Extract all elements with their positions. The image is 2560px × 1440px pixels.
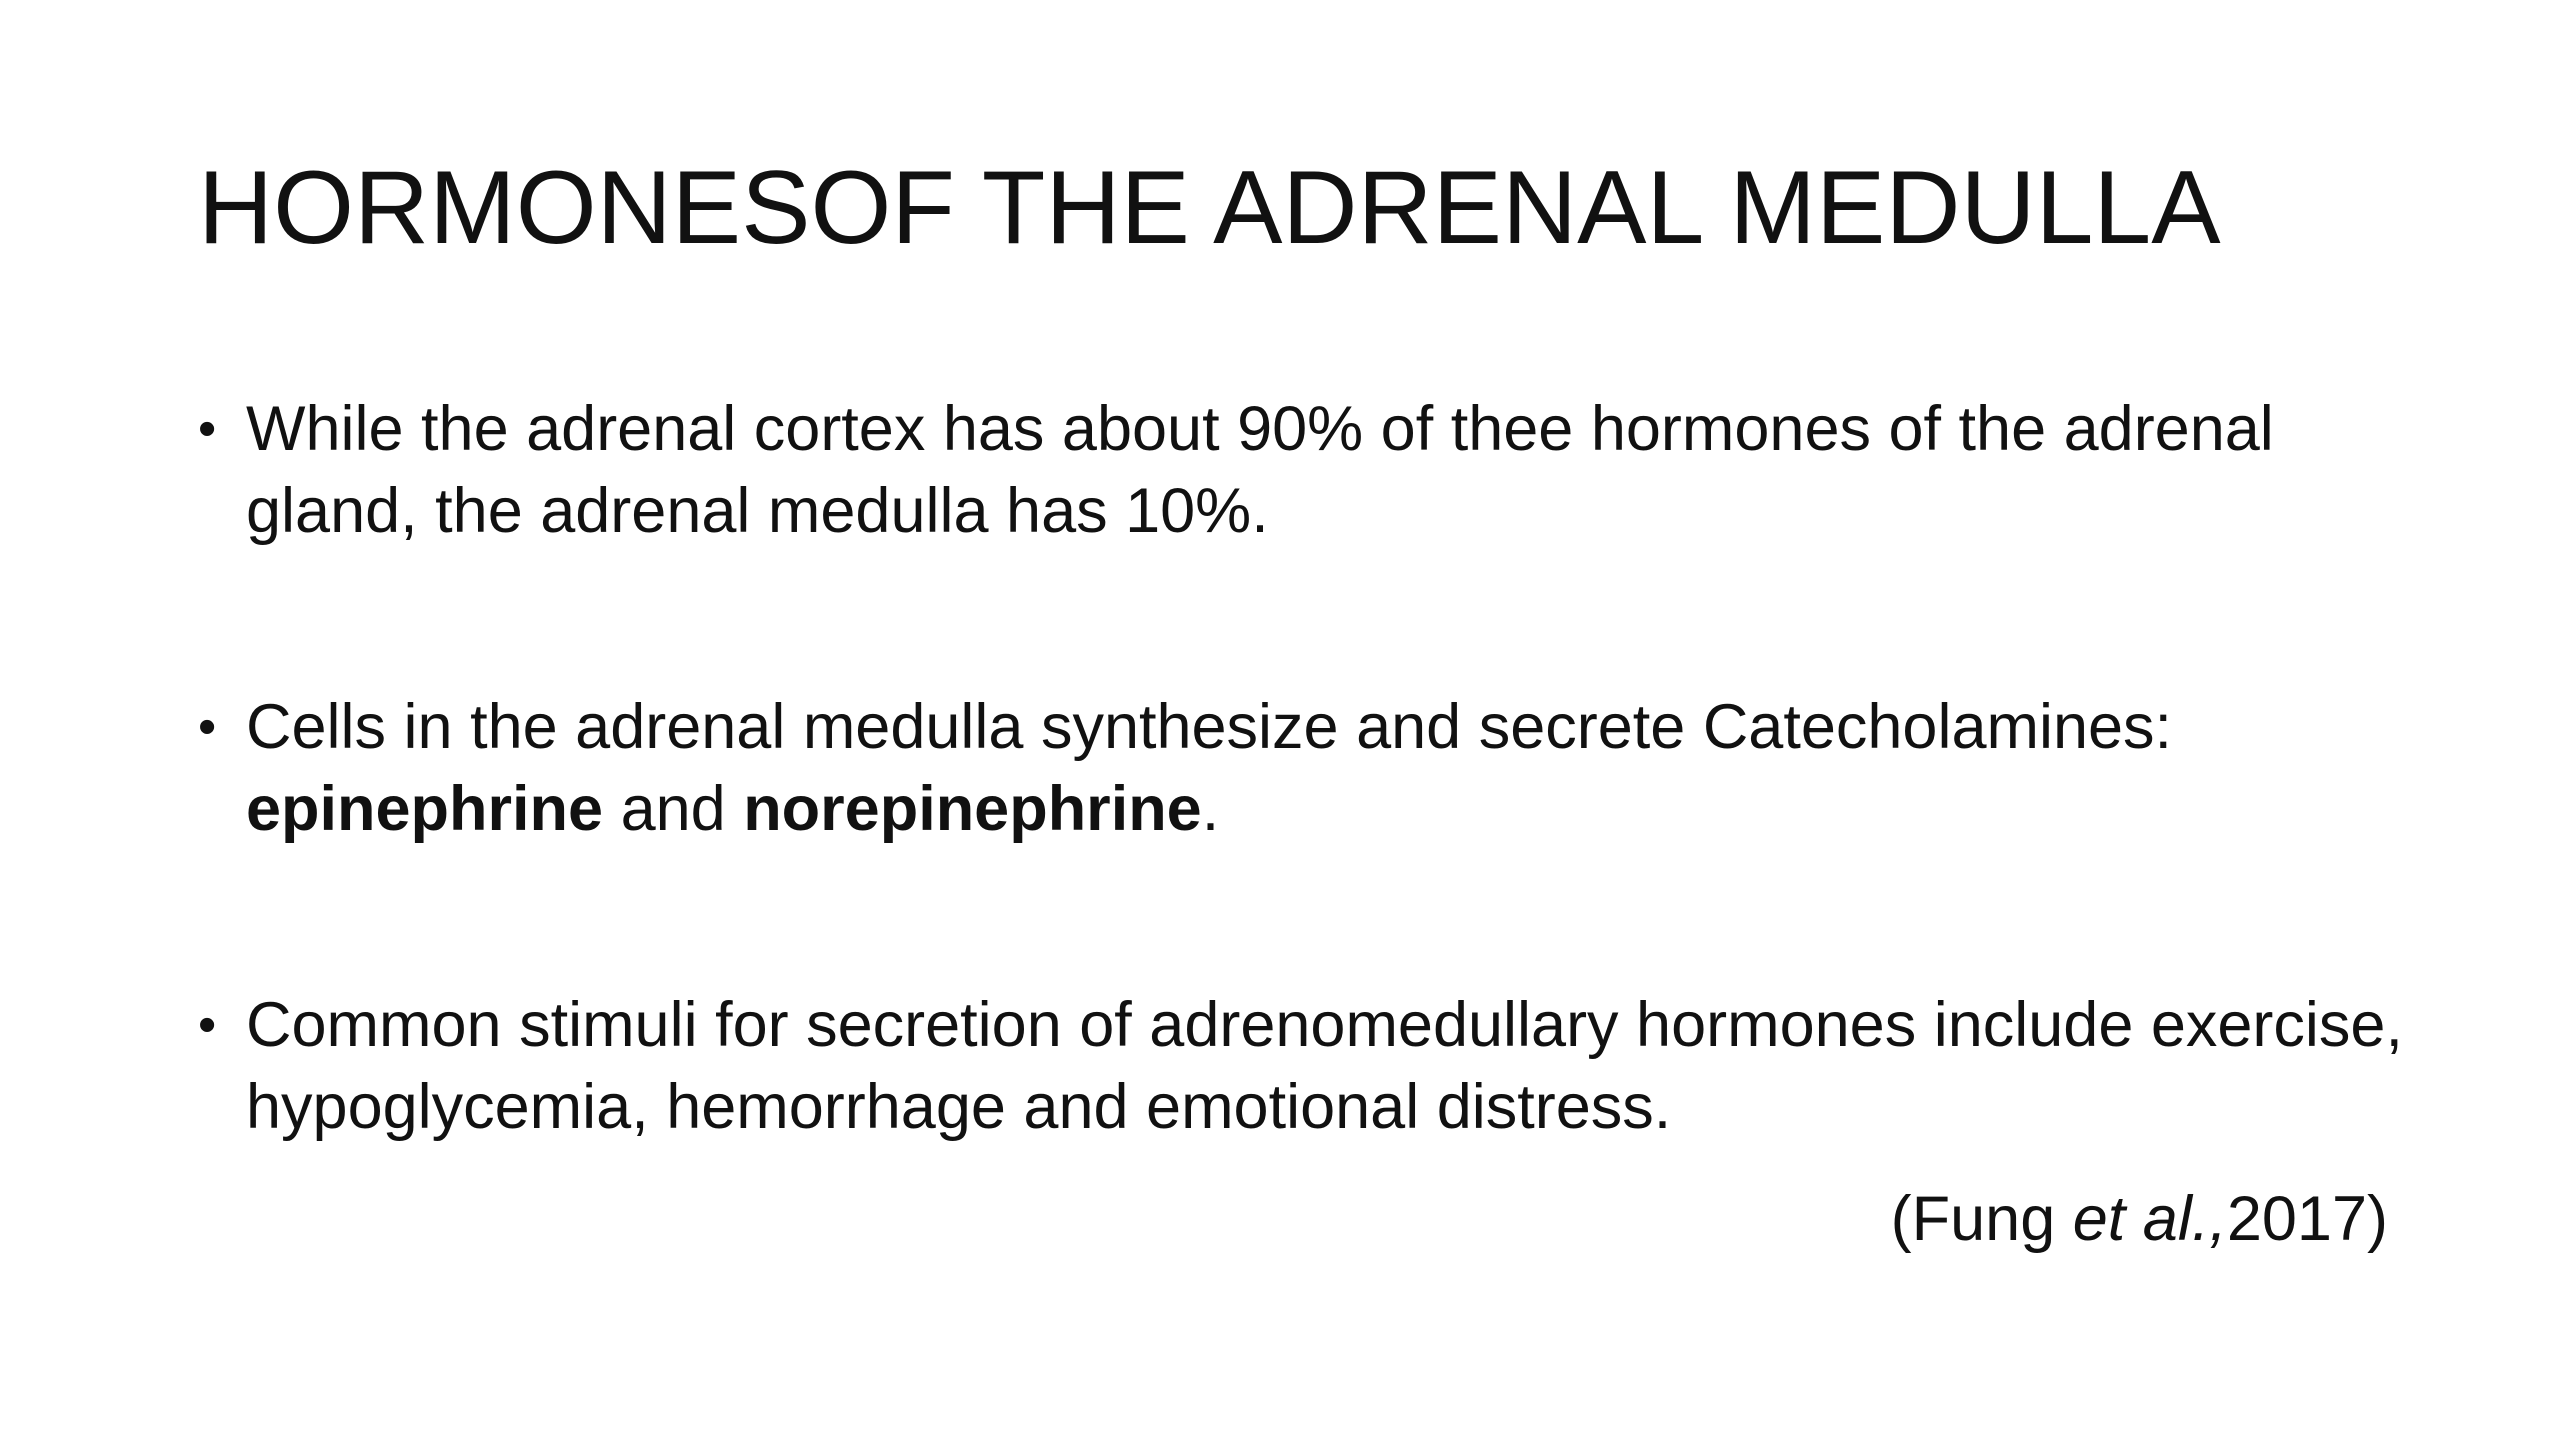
bullet-item [198,686,2458,850]
bullet-text-part: Cells in the adrenal medulla synthesize and secrete Catecholamines: [246,692,2173,762]
bullet-list [198,388,2458,1148]
bullet-text-part: . [1201,774,1220,844]
slide-title: HORMONESOF THE ADRENAL MEDULLA [198,150,2221,266]
bullet-marker: • [198,996,217,1054]
bullet-text: Common stimuli for secretion of adrenomedullary hormones include exercise, hypoglycemia, hemorrhage and emotional distress. [246,990,2403,1142]
bullet-marker: • [198,698,217,756]
norepinephrine-term: norepinephrine [743,774,1202,844]
bullet-text: While the adrenal cortex has about 90% of thee hormones of the adrenal gland, the adrenal medulla has 10%. [246,394,2274,546]
citation-et-al: et al., [2072,1184,2227,1254]
bullet-item [198,388,2458,552]
citation-close: 2017) [2226,1184,2388,1254]
bullet-item [198,984,2458,1148]
bullet-marker: • [198,400,217,458]
citation [1891,1178,2388,1260]
bullet-text [246,692,2172,844]
bullet-text-part: and [603,774,744,844]
citation-open: (Fung [1890,1184,2073,1254]
epinephrine-term: epinephrine [246,774,604,844]
